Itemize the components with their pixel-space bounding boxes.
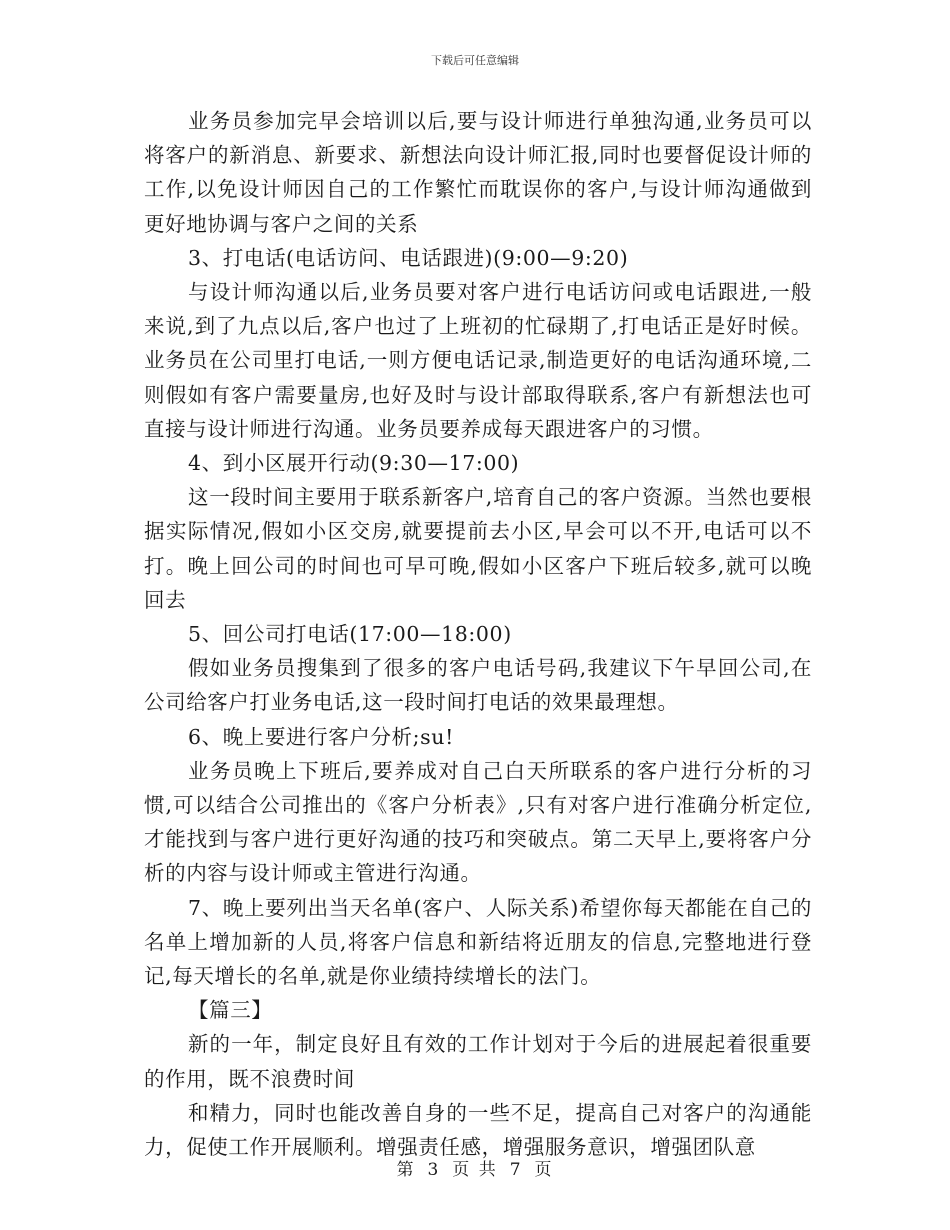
page-number-footer	[0, 1155, 950, 1180]
footer-total-pages: 7	[509, 1160, 523, 1180]
page-header: 下载后可任意编辑	[431, 54, 519, 67]
document-body	[144, 104, 812, 1164]
paragraph-energy-improvement: 和精力，同时也能改善自身的一些不足，提高自己对客户的沟通能力，促使工作开展顺利。增强责任感，增强服务意识，增强团队意	[144, 1100, 812, 1160]
paragraph-designer-communication: 业务员参加完早会培训以后,要与设计师进行单独沟通,业务员可以将客户的新消息、新要求、新想法向设计师汇报,同时也要督促设计师的工作,以免设计师因自己的工作繁忙而耽误你的客户,与设计师沟通做到更好地协调与客户之间的关系	[144, 109, 812, 236]
heading-phone-calls: 3、打电话(电话访问、电话跟进)(9:00—9:20)	[188, 245, 629, 270]
heading-return-office-calls: 5、回公司打电话(17:00—18:00)	[188, 622, 512, 647]
paragraph-evening-list: 7、晚上要列出当天名单(客户、人际关系)希望你每天都能在自己的名单上增加新的人员,将客户信息和新结将近朋友的信息,完整地进行登记,每天增长的名单,就是你业绩持续增长的法门。	[144, 895, 812, 989]
paragraph-new-year-plan: 新的一年，制定良好且有效的工作计划对于今后的进展起着很重要的作用，既不浪费时间	[144, 1032, 812, 1091]
heading-community-action: 4、到小区展开行动(9:30—17:00)	[188, 451, 520, 476]
heading-evening-analysis: 6、晚上要进行客户分析;su!	[188, 724, 454, 749]
heading-part-three: 【篇三】	[188, 998, 273, 1023]
footer-current-page: 3	[427, 1160, 441, 1180]
footer-prefix: 第	[396, 1160, 416, 1180]
paragraph-evening-analysis: 业务员晚上下班后,要养成对自己白天所联系的客户进行分析的习惯,可以结合公司推出的《客户分析表》,只有对客户进行准确分析定位,才能找到与客户进行更好沟通的技巧和突破点。第二天早上,要将客户分析的内容与设计师或主管进行沟通。	[144, 758, 812, 886]
paragraph-phone-calls: 与设计师沟通以后,业务员要对客户进行电话访问或电话跟进,一般来说,到了九点以后,客户也过了上班初的忙碌期了,打电话正是好时候。业务员在公司里打电话,一则方便电话记录,制造更好的电话沟通环境,二则假如有客户需要量房,也好及时与设计部取得联系,客户有新想法也可直接与设计师进行沟通。业务员要养成每天跟进客户的习惯。	[144, 280, 812, 441]
footer-suffix: 页	[534, 1160, 554, 1180]
footer-middle: 页 共	[452, 1160, 498, 1180]
paragraph-community-action: 这一段时间主要用于联系新客户,培育自己的客户资源。当然也要根据实际情况,假如小区交房,就要提前去小区,早会可以不开,电话可以不打。晚上回公司的时间也可早可晚,假如小区客户下班后较多,就可以晚回去	[144, 485, 812, 612]
paragraph-return-office-calls: 假如业务员搜集到了很多的客户电话号码,我建议下午早回公司,在公司给客户打业务电话,这一段时间打电话的效果最理想。	[144, 656, 812, 715]
